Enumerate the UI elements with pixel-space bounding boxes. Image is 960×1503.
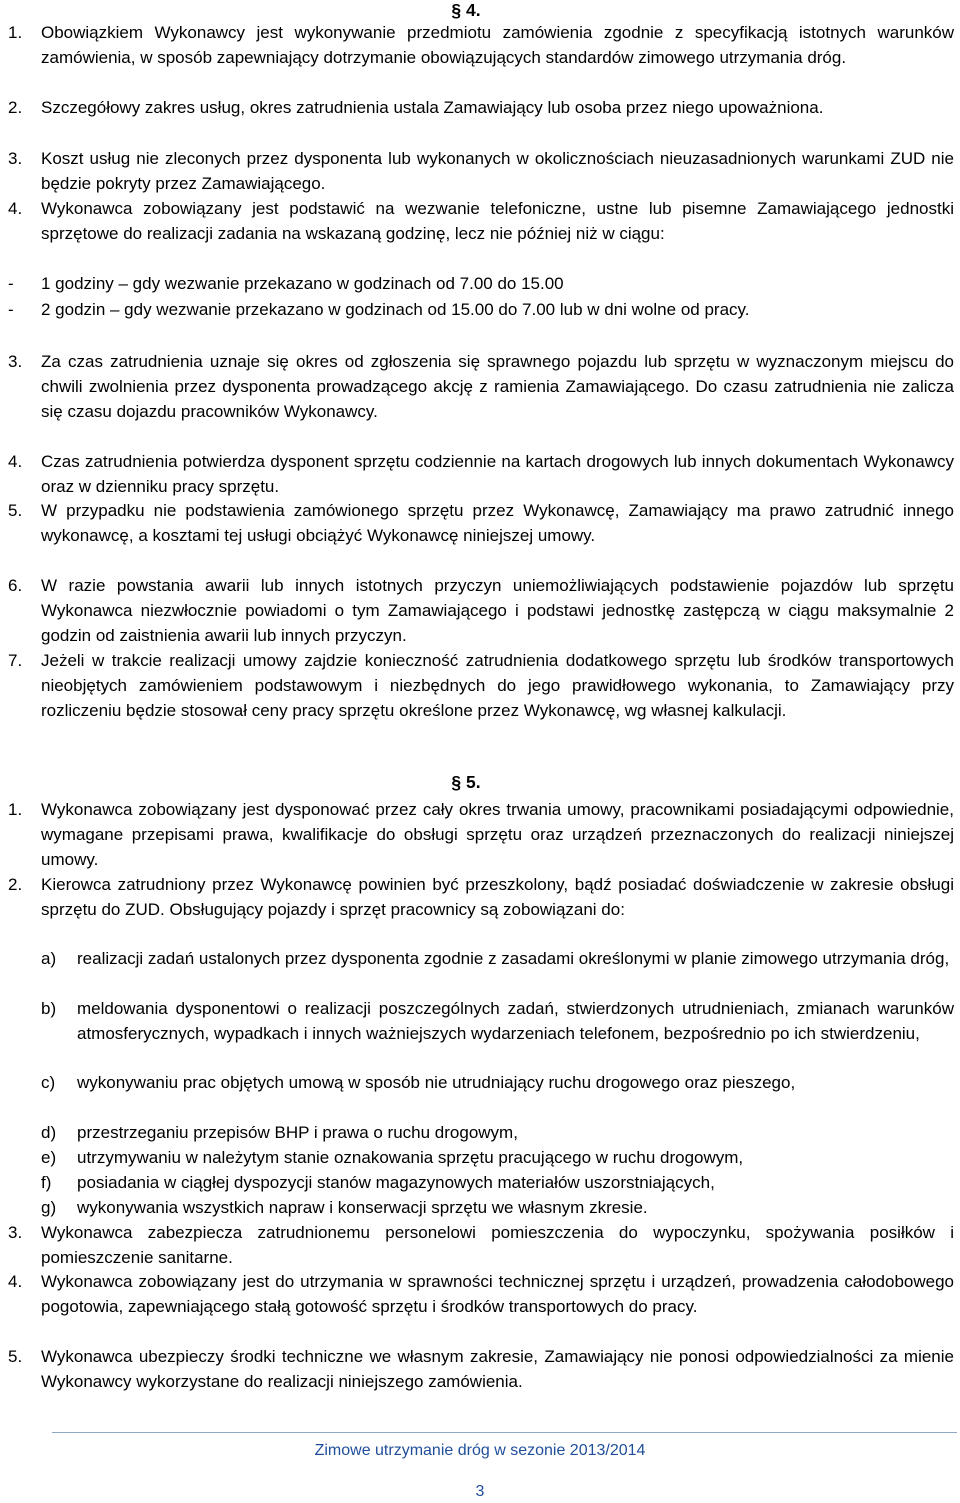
section-5-heading: § 5.	[451, 772, 481, 792]
s4-dash-2: - 2 godzin – gdy wezwanie przekazano w godzinach od 15.00 do 7.00 lub w dni wolne od pracy.	[8, 300, 750, 319]
s5-item-1: 1. Wykonawca zobowiązany jest dysponować przez cały okres trwania umowy, pracownikami posiadającymi odpowiednie, wymagane przepisami prawa, kwalifikacje do obsługi sprzętu oraz urządzeń przeznaczonych do realizacji niniejszej umowy.	[8, 800, 954, 869]
s5-letter-c: c) wykonywaniu prac objętych umową w sposób nie utrudniający ruchu drogowego oraz pieszego,	[41, 1073, 796, 1092]
footer-divider	[52, 1432, 957, 1433]
s4-item-4: 4. Wykonawca zobowiązany jest podstawić na wezwanie telefoniczne, ustne lub pisemne Zamawiającego jednostki sprzętowe do realizacji zadania na wskazaną godzinę, lecz nie później niż w ciągu:	[8, 199, 954, 243]
s5-letter-a: a) realizacji zadań ustalonych przez dysponenta zgodnie z zasadami określonymi w planie zimowego utrzymania dróg,	[41, 949, 950, 968]
footer-title: Zimowe utrzymanie dróg w sezonie 2013/2014	[314, 1442, 646, 1459]
s4-item-2: 2. Szczegółowy zakres usług, okres zatrudnienia ustala Zamawiający lub osoba przez niego upoważniona.	[8, 98, 824, 117]
s5-item-3: 3. Wykonawca zabezpiecza zatrudnionemu personelowi pomieszczenia do wypoczynku, spożywania posiłków i pomieszczenie sanitarne.	[8, 1223, 954, 1267]
s5-letter-g: g) wykonywania wszystkich napraw i konserwacji sprzętu we własnym zkresie.	[41, 1198, 648, 1217]
s5-letter-f: f) posiadania w ciągłej dyspozycji stanów magazynowych materiałów uszorstniających,	[41, 1173, 715, 1192]
s4-item-b6: 6. W razie powstania awarii lub innych istotnych przyczyn uniemożliwiających podstawienie pojazdów lub sprzętu Wykonawca niezwłocznie powiadomi o tym Zamawiającego i podstawi jednostkę zastępczą w ciągu maksymalnie 2 godzin od zaistnienia awarii lub innych przyczyn.	[8, 576, 954, 645]
s4-item-b7: 7. Jeżeli w trakcie realizacji umowy zajdzie konieczność zatrudnienia dodatkowego sprzętu lub środków transportowych nieobjętych zamówieniem podstawowym i niezbędnych do jego prawidłowego wykonania, to Zamawiający przy rozliczeniu będzie stosował ceny pracy sprzętu określone przez Wykonawcę, wg własnej kalkulacji.	[8, 651, 954, 720]
page-number: 3	[475, 1483, 485, 1500]
s4-item-b4: 4. Czas zatrudnienia potwierdza dysponent sprzętu codziennie na kartach drogowych lub innych dokumentach Wykonawcy oraz w dzienniku pracy sprzętu.	[8, 452, 954, 496]
s5-item-5: 5. Wykonawca ubezpieczy środki techniczne we własnym zakresie, Zamawiający nie ponosi odpowiedzialności za mienie Wykonawcy wykorzystane do realizacji niniejszego zamówienia.	[8, 1347, 954, 1391]
s5-letter-e: e) utrzymywaniu w należytym stanie oznakowania sprzętu pracującego w ruchu drogowym,	[41, 1148, 744, 1167]
s4-dash-1: - 1 godziny – gdy wezwanie przekazano w godzinach od 7.00 do 15.00	[8, 274, 564, 293]
s5-item-2: 2. Kierowca zatrudniony przez Wykonawcę powinien być przeszkolony, bądź posiadać doświadczenie w zakresie obsługi sprzętu do ZUD. Obsługujący pojazdy i sprzęt pracownicy są zobowiązani do:	[8, 875, 954, 919]
s5-letter-b: b) meldowania dysponentowi o realizacji poszczególnych zadań, stwierdzonych utrudnieniach, zmianach warunków atmosferycznych, wypadkach i innych ważniejszych wydarzeniach telefonem, bezpośrednio po ich stwierdzeniu,	[41, 999, 954, 1043]
s4-item-1: 1. Obowiązkiem Wykonawcy jest wykonywanie przedmiotu zamówienia zgodnie z specyfikacją istotnych warunków zamówienia, w sposób zapewniający dotrzymanie obowiązujących standardów zimowego utrzymania dróg.	[8, 23, 954, 67]
s4-item-b5: 5. W przypadku nie podstawienia zamówionego sprzętu przez Wykonawcę, Zamawiający ma prawo zatrudnić innego wykonawcę, a kosztami tej usługi obciążyć Wykonawcę niniejszej umowy.	[8, 501, 954, 545]
s4-item-b3: 3. Za czas zatrudnienia uznaje się okres od zgłoszenia się sprawnego pojazdu lub sprzętu w wyznaczonym miejscu do chwili zwolnienia przez dysponenta prowadzącego akcję z ramienia Zamawiającego. Do czasu zatrudnienia nie zalicza się czasu dojazdu pracowników Wykonawcy.	[8, 352, 954, 421]
s5-item-4: 4. Wykonawca zobowiązany jest do utrzymania w sprawności technicznej sprzętu i urządzeń, prowadzenia całodobowego pogotowia, zapewniającego stałą gotowość sprzętu i środków transportowych do pracy.	[8, 1272, 954, 1316]
s5-letter-d: d) przestrzeganiu przepisów BHP i prawa o ruchu drogowym,	[41, 1123, 518, 1142]
s4-item-3: 3. Koszt usług nie zleconych przez dysponenta lub wykonanych w okolicznościach nieuzasadnionych warunkami ZUD nie będzie pokryty przez Zamawiającego.	[8, 149, 954, 193]
section-4-heading: § 4.	[451, 0, 481, 20]
